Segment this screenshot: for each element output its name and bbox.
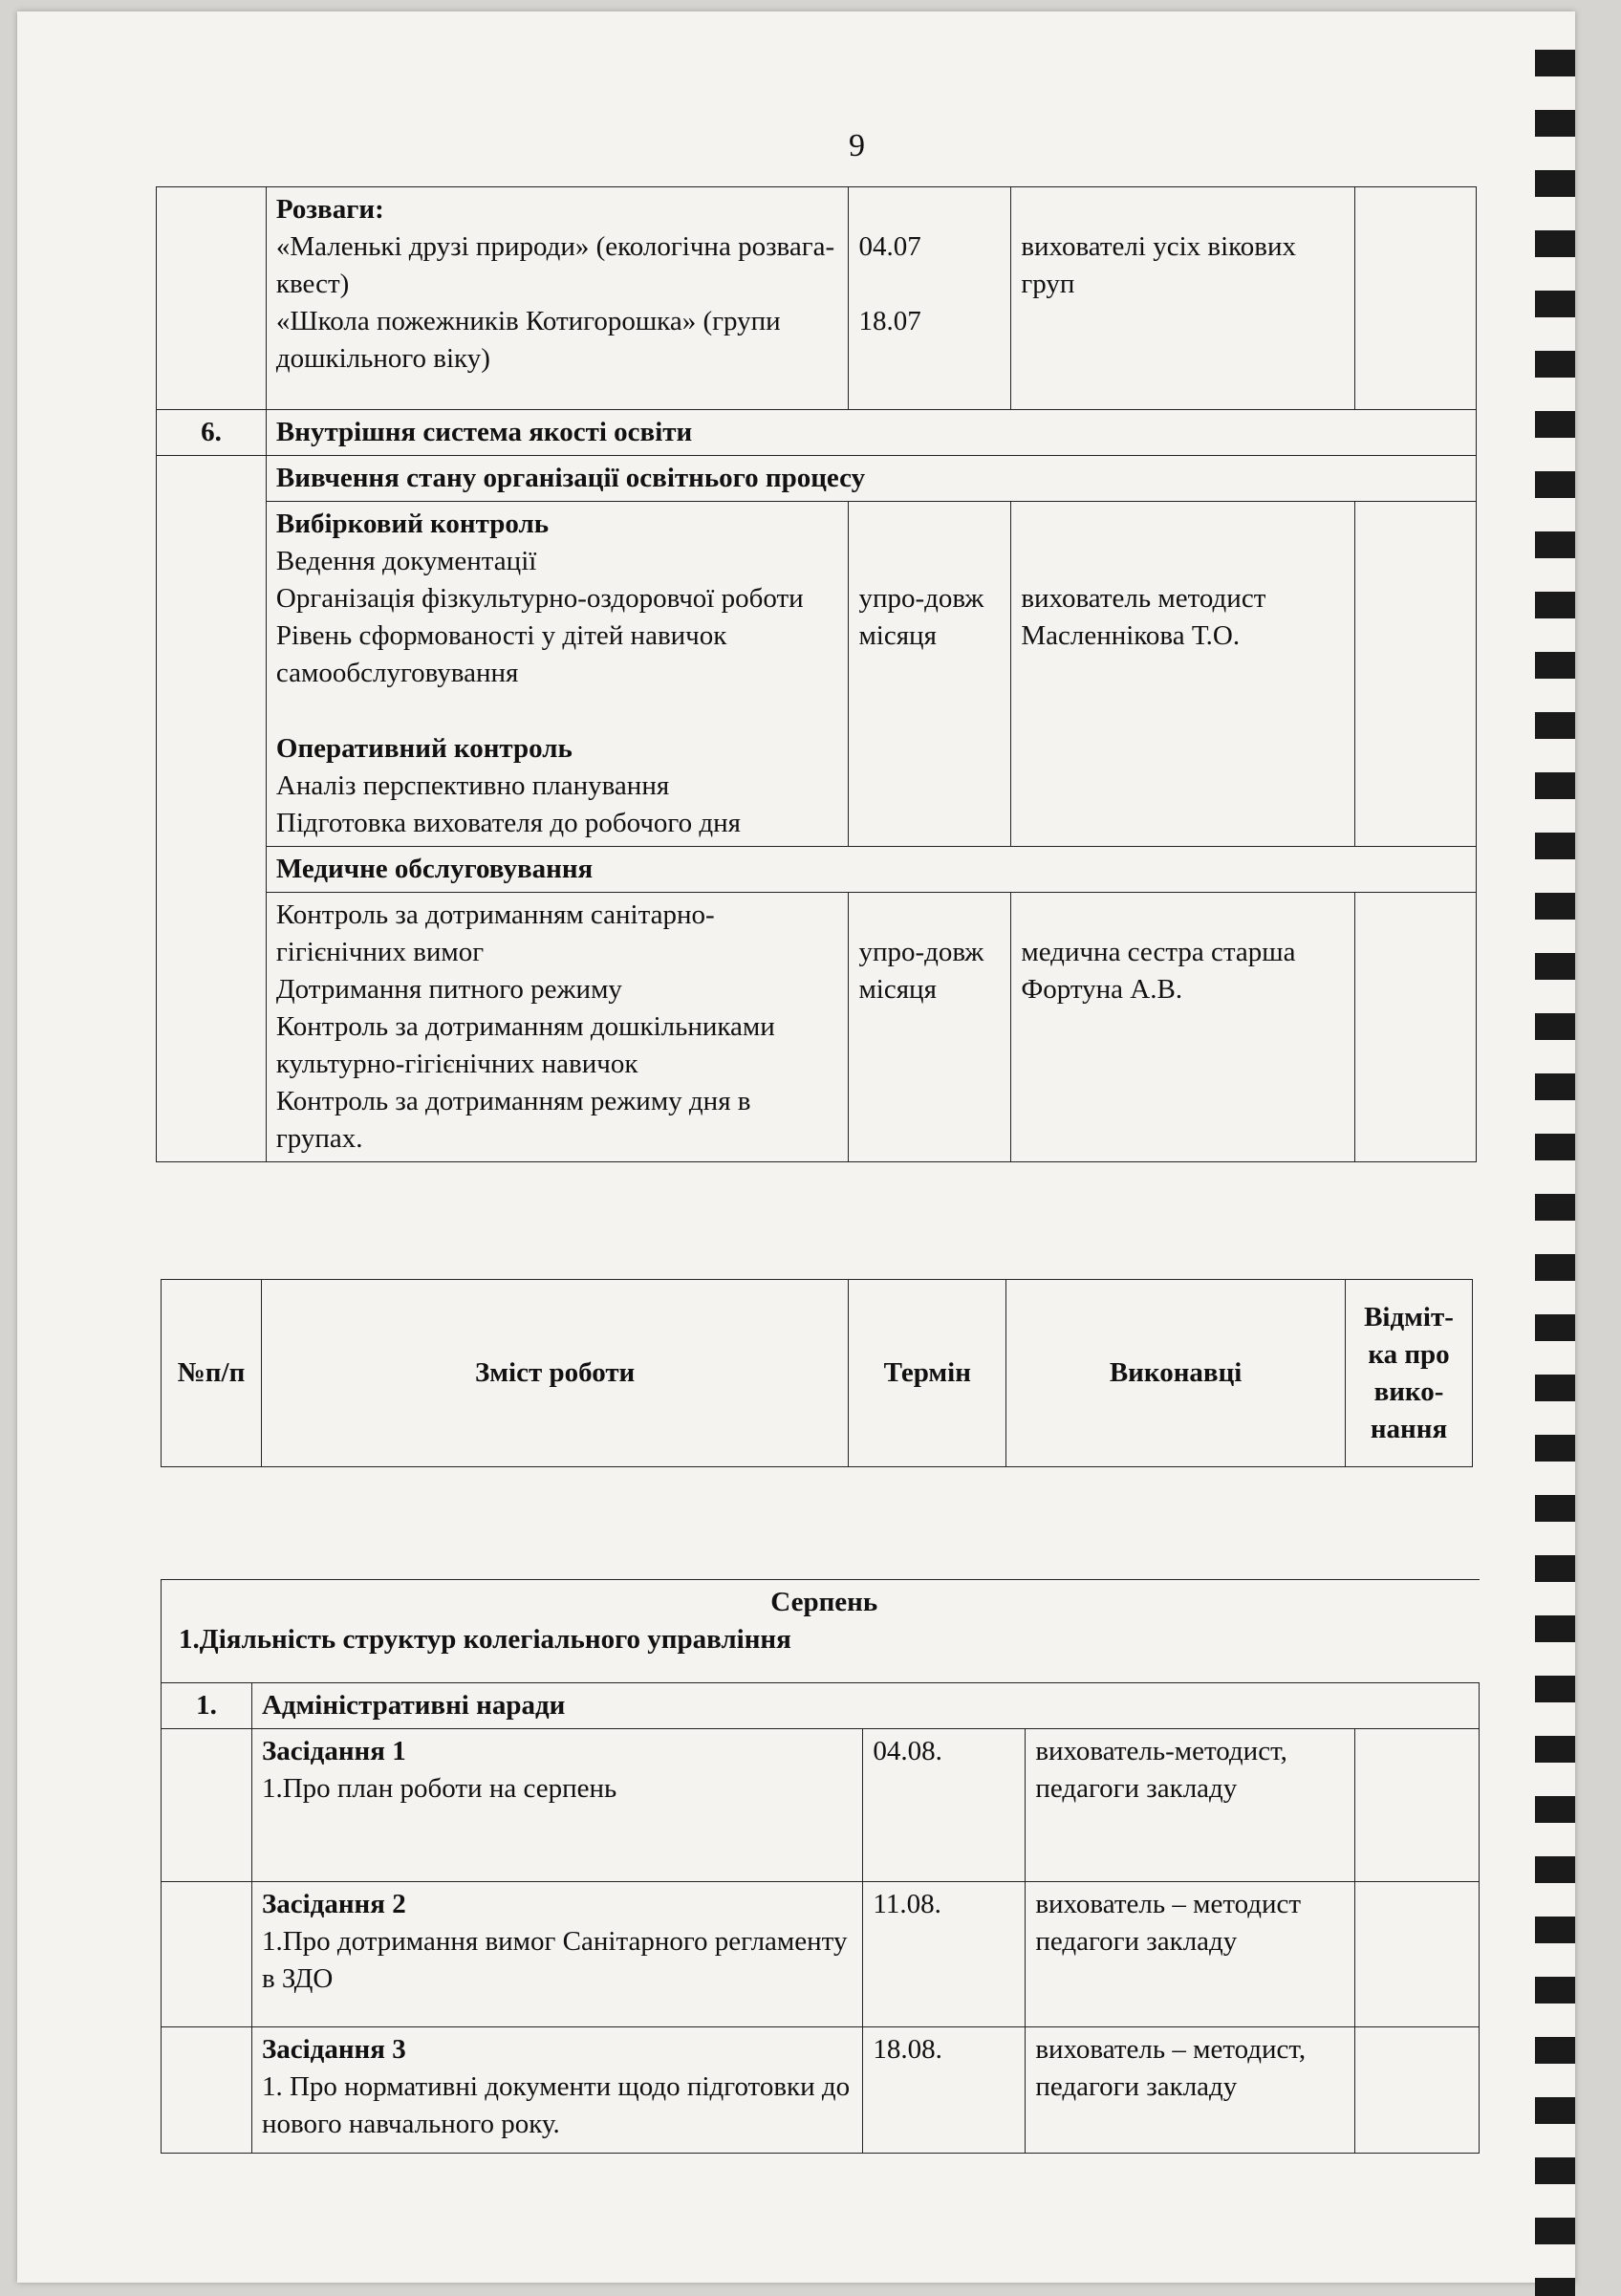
medical-heading: Медичне обслуговування — [266, 847, 1476, 893]
executor: вихователі усіх вікових груп — [1021, 231, 1296, 299]
table-row — [162, 1580, 1480, 1683]
col-content-header: Зміст роботи — [261, 1280, 848, 1467]
meeting-cell — [251, 1882, 862, 2027]
table-row — [157, 456, 1477, 502]
executor: вихователь методист Масленнікова Т.О. — [1021, 583, 1266, 651]
meeting-title: Засідання 3 — [261, 2034, 406, 2065]
list-item: Контроль за дотриманням режиму дня в групах. — [275, 1086, 751, 1154]
entertainment-item: «Школа пожежників Котигорошка» (групи дошкільного віку) — [275, 306, 781, 374]
section-title: 1.Діяльність структур колегіального управління — [179, 1624, 791, 1655]
executor: медична сестра старша Фортуна А.В. — [1021, 937, 1296, 1005]
entertainment-dates — [849, 187, 1011, 410]
entertainment-heading: Розваги: — [275, 194, 384, 225]
table-row — [162, 1882, 1480, 2027]
meeting-executor: вихователь – методист педагоги закладу — [1026, 1882, 1355, 2027]
meeting-date: 04.08. — [863, 1729, 1026, 1882]
month-title: Серпень — [770, 1587, 878, 1617]
meeting-text: 1. Про нормативні документи щодо підготовки до нового навчального року. — [261, 2071, 851, 2139]
control-cell — [266, 502, 849, 847]
list-item: Аналіз перспективно планування — [275, 770, 670, 801]
col-term-header: Термін — [849, 1280, 1006, 1467]
meeting-title: Засідання 1 — [261, 1736, 406, 1766]
list-item: Контроль за дотриманням дошкільниками культурно-гігієнічних навичок — [275, 1011, 775, 1079]
meeting-cell — [251, 1729, 862, 1882]
meeting-executor: вихователь-методист, педагоги закладу — [1026, 1729, 1355, 1882]
page-number: 9 — [849, 128, 865, 163]
meeting-date: 11.08. — [863, 1882, 1026, 2027]
list-item: Організація фізкультурно-оздоровчої роботи — [275, 583, 804, 614]
subsection-title: Адміністративні наради — [251, 1683, 1479, 1729]
meeting-text: 1.Про дотримання вимог Санітарного регламенту в ЗДО — [261, 1926, 848, 1994]
list-item: Ведення документації — [275, 546, 537, 576]
date: 04.07 — [858, 231, 921, 262]
entertainment-item: «Маленькі друзі природи» (екологічна розвага-квест) — [275, 231, 835, 299]
term: упро-довж місяця — [858, 937, 984, 1005]
table-row — [157, 187, 1477, 410]
medical-cell — [266, 893, 849, 1162]
list-item: Контроль за дотриманням санітарно-гігієнічних вимог — [275, 899, 715, 967]
list-item: Рівень сформованості у дітей навичок самообслуговування — [275, 620, 727, 688]
subsection-title: Вивчення стану організації освітнього процесу — [266, 456, 1476, 502]
table-row — [157, 502, 1477, 847]
column-header-table — [161, 1279, 1473, 1467]
selective-control-heading: Вибірковий контроль — [275, 509, 550, 539]
section-number: 6. — [157, 410, 267, 456]
meeting-cell — [251, 2027, 862, 2154]
term: упро-довж місяця — [858, 583, 984, 651]
table-row — [162, 2027, 1480, 2154]
date: 18.07 — [858, 306, 921, 336]
list-item: Підготовка вихователя до робочого дня — [275, 808, 741, 838]
table-row — [157, 893, 1477, 1162]
table-row — [162, 1729, 1480, 1882]
table-header-row — [162, 1280, 1473, 1467]
operative-control-heading: Оперативний контроль — [275, 733, 573, 764]
section-title: Внутрішня система якості освіти — [266, 410, 1476, 456]
table-row — [157, 847, 1477, 893]
table-row — [157, 410, 1477, 456]
meeting-executor: вихователь – методист, педагоги закладу — [1026, 2027, 1355, 2154]
spiral-binding — [1535, 31, 1575, 2296]
plan-table-july — [156, 186, 1477, 1162]
meeting-text: 1.Про план роботи на серпень — [261, 1773, 617, 1804]
plan-table-august — [161, 1579, 1480, 2154]
col-executors-header: Виконавці — [1006, 1280, 1346, 1467]
meeting-date: 18.08. — [863, 2027, 1026, 2154]
list-item: Дотримання питного режиму — [275, 974, 622, 1005]
col-mark-header: Відміт-ка про вико-нання — [1345, 1280, 1472, 1467]
entertainment-cell — [266, 187, 849, 410]
table-row — [162, 1683, 1480, 1729]
document-page — [17, 11, 1575, 2283]
subsection-number: 1. — [162, 1683, 252, 1729]
col-number-header: №п/п — [162, 1280, 262, 1467]
meeting-title: Засідання 2 — [261, 1889, 406, 1919]
